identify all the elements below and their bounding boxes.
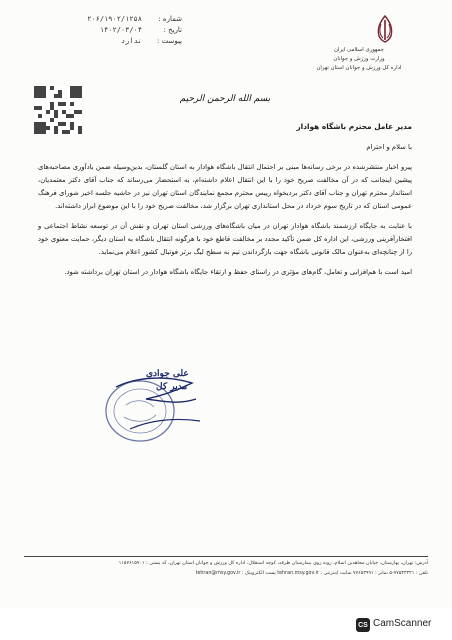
number-label: شماره : <box>158 15 182 23</box>
paragraph-1: پیرو اخبار منتشرشده در برخی رسانه‌ها مبنی بر احتمال انتقال باشگاه هوادار به استان گلستان، بدین‌وسیله ضمن یادآوری مصاحبه‌های پیشین اینجانب که در آن مخالفت صریح خود را با این انتقال اعلام داشته‌ام، به استحضار می‌رساند که جناب آقای دکتر معتمدیان، استاندار محترم تهران و جناب آقای دکتر بردیخواه رییس محترم مجمع نمایندگان استان تهران نیز در حاشیه جلسه اخیر شورای فرهنگ عمومی استان که در تاریخ سوم خرداد در محل استانداری تهران برگزار شد، مخالفت صریح خود را با این موضوع ابراز داشته‌اند. <box>38 162 412 211</box>
date-label: تاریخ : <box>163 26 182 34</box>
date-value: ۱۴۰۲/۰۳/۰۴ <box>99 26 142 34</box>
footer-divider <box>24 556 428 557</box>
footer-address: آدرس: تهران، بهارستان، خیابان مجاهدین اسلام، روبه روی بیمارستان طرفه، کوچه استقلال، اداره کل ورزش و جوانان استان تهران، کد پستی : ۱۱۵۷۶۱۵۷۰۱ <box>118 561 428 566</box>
number-row <box>32 14 182 25</box>
letter-meta <box>32 14 182 47</box>
org-line-country: جمهوری اسلامی ایران <box>333 47 384 53</box>
camscanner-brand: CamScanner <box>373 618 432 629</box>
date-row <box>32 25 182 36</box>
addressee: مدیر عامل محترم باشگاه هوادار <box>296 122 412 131</box>
signature-name: علی جوادی <box>146 369 189 379</box>
greeting: با سلام و احترام <box>366 143 412 152</box>
signature-title: مدیر کل <box>156 382 188 392</box>
attachment-value: ندارد <box>120 37 142 45</box>
attachment-row <box>32 36 182 47</box>
paragraph-3: امید است با هم‌افزایی و تعامل، گام‌های مؤثری در راستای حفظ و ارتقاء جایگاه باشگاه هوادار در استان تهران برداشته شود. <box>64 267 412 276</box>
attachment-label: پیوست : <box>157 37 182 45</box>
letter-body <box>38 120 412 285</box>
iran-emblem-icon <box>372 14 398 44</box>
number-value: ۲۰۶/۱۹۰۲/۱۲۵۸ <box>87 15 142 23</box>
besmellah-calligraphy: بسم الله الرحمن الرحیم <box>179 94 271 104</box>
letter-footer <box>24 559 428 579</box>
camscanner-logo-icon: CS <box>356 618 370 632</box>
paragraph-2: با عنایت به جایگاه ارزشمند باشگاه هوادار تهران در میان باشگاه‌های ورزشی استان تهران و نقش آن در توسعه نشاط اجتماعی و افتخارآفرینی ورزشی، این اداره کل ضمن تأکید مجدد بر مخالفت قاطع خود با هرگونه انتقال باشگاه به استان دیگر، حمایت معنوی خود را از چنانچه‌ای به‌عنوان مالک قانونی باشگاه جهت بازگرداندن تیم به سطح لیگ برتر فوتبال کشور اعلام می‌نماید. <box>38 221 412 257</box>
footer-contacts: تلفن : ۷۷۵۳۳۳۲۱-۵ نمابر : ۷۷۶۵۳۹۹۱ سایت اینترنتی : tehran.msy.gov.ir پست الکترونیک : tehran@msy.gov.ir <box>195 571 428 576</box>
org-line-ministry: وزارت ورزش و جوانان <box>333 56 385 62</box>
organization-name <box>284 46 434 73</box>
org-line-office: اداره کل ورزش و جوانان استان تهران <box>316 65 402 71</box>
signature-stamp <box>96 365 206 449</box>
